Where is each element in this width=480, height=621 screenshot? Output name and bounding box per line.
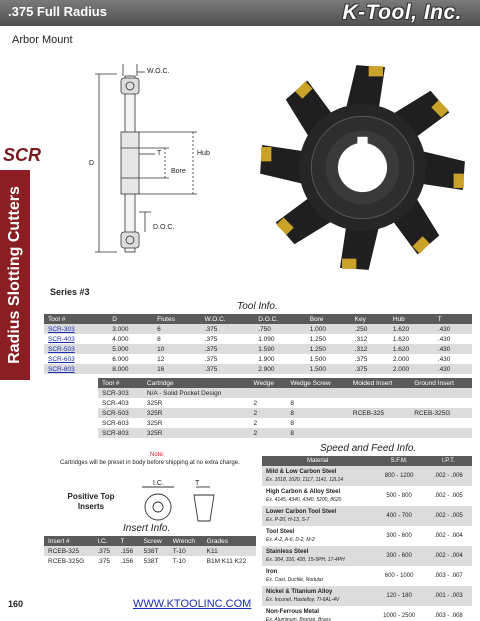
- woc-label: W.O.C.: [147, 68, 170, 75]
- insert-header-cell: I.C.: [93, 536, 116, 546]
- tool-cell: 8: [153, 334, 201, 344]
- tool-cell: 1.620: [389, 344, 434, 354]
- cartridge-cell: 325R: [143, 428, 250, 438]
- website-link[interactable]: WWW.KTOOLINC.COM: [133, 598, 252, 610]
- tool-info-caption: Tool Info.: [237, 301, 278, 312]
- cartridge-header-cell: Molded Insert: [349, 378, 410, 388]
- insert-cell: K11: [203, 546, 256, 556]
- insert-header-cell: T: [116, 536, 139, 546]
- cartridge-row: [98, 398, 472, 408]
- hub-label: Hub: [197, 150, 210, 157]
- tool-header-cell: Bore: [306, 314, 351, 324]
- cartridge-cell: 2: [250, 408, 287, 418]
- tool-cell: .375: [201, 334, 255, 344]
- tool-cell: 3.000: [108, 324, 153, 334]
- speed-header-cell: Material: [262, 456, 373, 466]
- ipt-cell: .002 - .004: [425, 546, 472, 566]
- tool-header-cell: T: [434, 314, 472, 324]
- cartridge-cell: SCR-503: [98, 408, 143, 418]
- sfm-cell: 300 - 600: [373, 546, 424, 566]
- d-label: D: [89, 160, 95, 167]
- material-cell: [262, 526, 373, 546]
- cartridge-cell: 325R: [143, 418, 250, 428]
- carbide-insert: [342, 259, 356, 269]
- tool-cell: .312: [351, 344, 389, 354]
- tool-number-link[interactable]: SCR-803: [44, 364, 108, 374]
- cartridge-row: [98, 388, 472, 398]
- tool-cell: .375: [201, 364, 255, 374]
- material-name: Tool Steel: [266, 529, 295, 536]
- material-examples: Ex. A-2, A-6, D-2, M-2: [266, 536, 315, 543]
- cartridge-cell: N/A - Solid Pocket Design: [143, 388, 250, 398]
- cartridge-cell: [349, 418, 410, 428]
- tool-row: [44, 344, 472, 354]
- material-cell: [262, 466, 373, 486]
- tool-cell: 1.620: [389, 324, 434, 334]
- sidebar-text: Radius Slotting Cutters: [6, 186, 23, 364]
- mount-subtitle: Arbor Mount: [12, 34, 73, 46]
- sfm-cell: 400 - 700: [373, 506, 424, 526]
- tool-header-cell: Hub: [389, 314, 434, 324]
- cartridge-header-cell: Wedge Screw: [286, 378, 349, 388]
- insert-header-cell: Wrench: [169, 536, 203, 546]
- material-examples: Ex. 1018, 1020, 1117, 1141, 12L14: [266, 476, 344, 483]
- tool-cell: .430: [434, 324, 472, 334]
- tool-cell: .375: [201, 354, 255, 364]
- material-name: Lower Carbon Tool Steel: [266, 509, 337, 516]
- material-name: Mild & Low Carbon Steel: [266, 469, 337, 476]
- cartridge-cell: [410, 428, 472, 438]
- tool-cell: 5.000: [108, 344, 153, 354]
- material-name: Iron: [266, 569, 278, 576]
- material-cell: [262, 566, 373, 586]
- tool-cell: .375: [201, 344, 255, 354]
- cutter-product-image: [255, 60, 470, 275]
- tool-cell: 1.250: [306, 344, 351, 354]
- insert-header-cell: Insert #: [44, 536, 93, 546]
- insert-t-label: T: [195, 480, 200, 487]
- cartridge-cell: 325R: [143, 408, 250, 418]
- speed-row: [262, 466, 472, 486]
- speed-row: [262, 566, 472, 586]
- page-number: 160: [8, 599, 24, 609]
- sfm-cell: 120 - 180: [373, 586, 424, 606]
- ipt-cell: .003 - .007: [425, 566, 472, 586]
- material-cell: [262, 486, 373, 506]
- cutter-diagram: [85, 62, 275, 262]
- tool-cell: 16: [153, 364, 201, 374]
- cartridge-cell: 2: [250, 428, 287, 438]
- t-label: T: [157, 150, 162, 157]
- tool-row: [44, 364, 472, 374]
- note-text: Cartridges will be preset in body before shipping at no extra charge.: [60, 460, 240, 466]
- cartridge-cell: 325R: [143, 398, 250, 408]
- material-examples: Ex. Inconel, Hastelloy, TI-6AL-4V: [266, 596, 340, 603]
- cartridge-cell: 8: [286, 418, 349, 428]
- cartridge-row: [98, 428, 472, 438]
- tool-cell: .750: [254, 324, 306, 334]
- series-label: Series #3: [50, 287, 90, 297]
- carbide-insert: [454, 174, 464, 188]
- material-name: Non-Ferrous Metal: [266, 609, 320, 616]
- speed-row: [262, 586, 472, 606]
- tool-cell: .430: [434, 344, 472, 354]
- tool-cell: .375: [351, 364, 389, 374]
- insert-cell: RCEB-325: [44, 546, 93, 556]
- tool-number-link[interactable]: SCR-403: [44, 334, 108, 344]
- tool-cell: 1.590: [254, 344, 306, 354]
- cartridge-cell: [286, 388, 349, 398]
- positive-top-label: Positive Top Inserts: [67, 492, 115, 512]
- tool-cell: .312: [351, 334, 389, 344]
- cartridge-cell: [349, 388, 410, 398]
- carbide-insert: [261, 147, 271, 161]
- cartridge-cell: SCR-803: [98, 428, 143, 438]
- cartridge-cell: 8: [286, 428, 349, 438]
- tool-cell: 8.000: [108, 364, 153, 374]
- material-examples: Ex. P-20, H-13, S-7: [266, 516, 310, 523]
- cutter-profile-drawing: [85, 62, 275, 262]
- insert-info-table: [44, 536, 256, 566]
- cartridge-header-cell: Wedge: [250, 378, 287, 388]
- cartridge-cell: [250, 388, 287, 398]
- material-name: Stainless Steel: [266, 549, 309, 556]
- tool-cell: .430: [434, 334, 472, 344]
- speed-row: [262, 486, 472, 506]
- speed-header-cell: S.F.M.: [373, 456, 424, 466]
- cartridge-cell: 2: [250, 418, 287, 428]
- cartridge-row: [98, 408, 472, 418]
- tool-number-link[interactable]: SCR-603: [44, 354, 108, 364]
- doc-label: D.O.C.: [153, 224, 175, 231]
- tool-cell: .375: [201, 324, 255, 334]
- tool-cell: .250: [351, 324, 389, 334]
- tool-row: [44, 354, 472, 364]
- cartridge-cell: RCEB-325: [349, 408, 410, 418]
- tool-header-cell: W.O.C.: [201, 314, 255, 324]
- insert-cell: .375: [93, 556, 116, 566]
- cartridge-cell: RCEB-325G: [410, 408, 472, 418]
- material-examples: Ex. Cast, Ductile, Nodular: [266, 576, 324, 583]
- cartridge-cell: [349, 398, 410, 408]
- carbide-insert: [369, 66, 383, 76]
- tool-cell: 4.000: [108, 334, 153, 344]
- tool-header-cell: D: [108, 314, 153, 324]
- tool-number-link[interactable]: SCR-303: [44, 324, 108, 334]
- tool-cell: 1.500: [306, 364, 351, 374]
- speed-header-cell: I.P.T.: [425, 456, 472, 466]
- insert-cell: 538T: [140, 556, 169, 566]
- cartridge-cell: 8: [286, 408, 349, 418]
- tool-cell: 1.900: [254, 354, 306, 364]
- cartridge-cell: 2: [250, 398, 287, 408]
- cartridge-cell: [349, 428, 410, 438]
- tool-cell: 12: [153, 354, 201, 364]
- ic-label: I.C.: [153, 480, 164, 487]
- material-examples: Ex. 4145, 4340, 4340, 5200, 8620: [266, 496, 342, 503]
- tool-cell: .430: [434, 354, 472, 364]
- material-name: High Carbon & Alloy Steel: [266, 489, 341, 496]
- tool-number-link[interactable]: SCR-503: [44, 344, 108, 354]
- speed-row: [262, 506, 472, 526]
- scr-tag: SCR: [3, 145, 42, 165]
- tool-cell: 2.900: [254, 364, 306, 374]
- ipt-cell: .002 - .005: [425, 486, 472, 506]
- tool-cell: .375: [351, 354, 389, 364]
- tool-header-cell: Tool #: [44, 314, 108, 324]
- tool-header-cell: Flutes: [153, 314, 201, 324]
- insert-cell: B1M K11 K22: [203, 556, 256, 566]
- material-examples: Ex. 304, 316, 420, 15-5PH, 17-4PH: [266, 556, 345, 563]
- insert-row: [44, 556, 256, 566]
- insert-drawing: [138, 481, 228, 523]
- tool-cell: .430: [434, 364, 472, 374]
- cartridge-header-cell: Ground Insert: [410, 378, 472, 388]
- cartridge-cell: SCR-303: [98, 388, 143, 398]
- sfm-cell: 800 - 1200: [373, 466, 424, 486]
- speed-feed-caption: Speed and Feed Info.: [320, 443, 417, 454]
- tool-cell: 6.000: [108, 354, 153, 364]
- ipt-cell: .002 - .006: [425, 466, 472, 486]
- speed-feed-table: [262, 456, 472, 621]
- tool-header-cell: D.O.C.: [254, 314, 306, 324]
- tool-cell: 1.250: [306, 334, 351, 344]
- brand-logo: K-Tool, Inc.: [342, 1, 462, 24]
- insert-header-cell: Grades: [203, 536, 256, 546]
- cartridge-cell: 8: [286, 398, 349, 408]
- tool-row: [44, 324, 472, 334]
- note-label: Note:: [150, 452, 165, 458]
- cartridge-table: [98, 378, 472, 438]
- speed-row: [262, 606, 472, 621]
- tool-info-table: [44, 314, 472, 374]
- material-name: Nickel & Titanium Alloy: [266, 589, 333, 596]
- insert-row: [44, 546, 256, 556]
- insert-cell: .156: [116, 546, 139, 556]
- material-examples: Ex. Aluminum, Bronze, Brass: [266, 616, 331, 621]
- tool-cell: 1.620: [389, 334, 434, 344]
- material-cell: [262, 506, 373, 526]
- material-cell: [262, 546, 373, 566]
- tool-cell: 6: [153, 324, 201, 334]
- sfm-cell: 1000 - 2500: [373, 606, 424, 621]
- tool-cell: 1.000: [306, 324, 351, 334]
- tool-header-cell: Key: [351, 314, 389, 324]
- sfm-cell: 300 - 600: [373, 526, 424, 546]
- insert-cell: T-10: [169, 546, 203, 556]
- cartridge-cell: SCR-403: [98, 398, 143, 408]
- material-cell: [262, 606, 373, 621]
- insert-info-caption: Insert Info.: [123, 523, 171, 534]
- speed-row: [262, 546, 472, 566]
- cartridge-cell: [410, 388, 472, 398]
- ipt-cell: .001 - .003: [425, 586, 472, 606]
- category-sidebar: [0, 170, 30, 380]
- insert-cell: .375: [93, 546, 116, 556]
- insert-cell: 538T: [140, 546, 169, 556]
- tool-cell: 1.090: [254, 334, 306, 344]
- ipt-cell: .003 - .008: [425, 606, 472, 621]
- tool-row: [44, 334, 472, 344]
- material-cell: [262, 586, 373, 606]
- cartridge-cell: [410, 418, 472, 428]
- ipt-cell: .002 - .004: [425, 526, 472, 546]
- insert-cell: .156: [116, 556, 139, 566]
- top-bar: [0, 0, 480, 26]
- insert-header-cell: Screw: [140, 536, 169, 546]
- insert-cell: RCEB-325G: [44, 556, 93, 566]
- ipt-cell: .002 - .005: [425, 506, 472, 526]
- cartridge-header-cell: Tool #: [98, 378, 143, 388]
- bore-label: Bore: [171, 168, 186, 175]
- sfm-cell: 500 - 800: [373, 486, 424, 506]
- cartridge-row: [98, 418, 472, 428]
- insert-cell: T-10: [169, 556, 203, 566]
- page-title: .375 Full Radius: [8, 4, 107, 19]
- cartridge-cell: SCR-603: [98, 418, 143, 428]
- sfm-cell: 600 - 1000: [373, 566, 424, 586]
- tool-cell: 2.000: [389, 354, 434, 364]
- cartridge-header-cell: Cartridge: [143, 378, 250, 388]
- cartridge-cell: [410, 398, 472, 408]
- tool-cell: 1.500: [306, 354, 351, 364]
- speed-row: [262, 526, 472, 546]
- tool-cell: 2.000: [389, 364, 434, 374]
- tool-cell: 10: [153, 344, 201, 354]
